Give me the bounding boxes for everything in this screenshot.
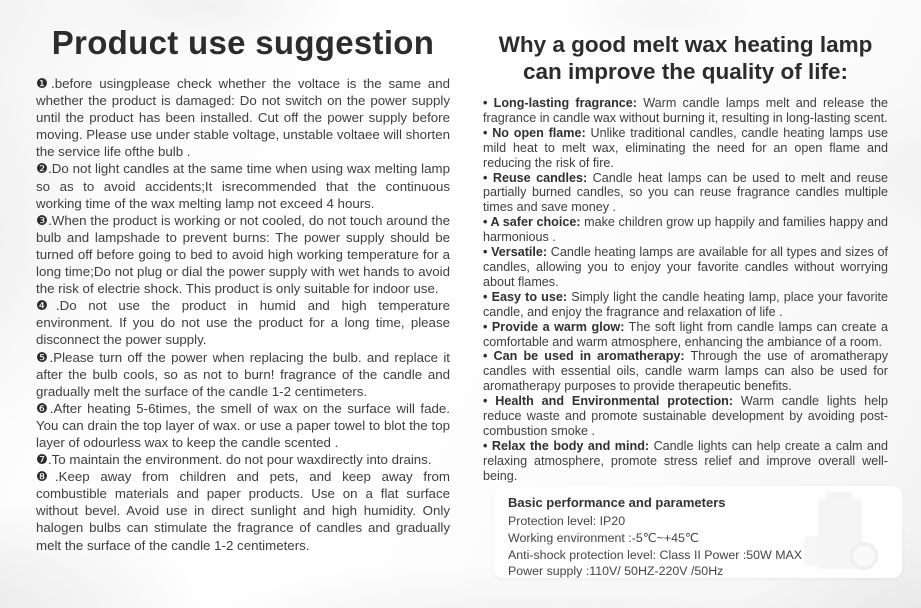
benefit-text: Candle heating lamps are available for all types and sizes of candles, allowing you to enjoy your favorite candles without worrying about flames. [483, 245, 888, 289]
left-column [36, 24, 450, 554]
benefit-text: The soft light from candle lamps can create a comfortable and warm atmosphere, enhancing the ambiance of a room. [483, 319, 888, 349]
benefit-label: • No open flame: [483, 125, 586, 140]
benefit-item [483, 126, 888, 171]
numbered-circle-8-icon: ❽. [36, 469, 59, 485]
benefit-item [483, 290, 888, 320]
instruction-text: Keep away from children and pets, and keep away from combustible materials and paper products. Use on a flat surface without bevel. Avoid use in direct sunlight and high humidity. Only halogen bulbs can stimulate the fragrance of candles and gradually melt the surface of the candle 1-2 centimeters. [36, 469, 450, 553]
benefit-text: Unlike traditional candles, candle heating lamps use mild heat to melt wax, eliminating the need for an open flame and reducing the risk of fire. [483, 125, 889, 170]
instruction-text: Do not light candles at the same time when using wax melting lamp so as to avoid accidents;It isrecommended that the continuous working time of the wax melting lamp not exceed 4 hours. [36, 161, 450, 211]
benefit-text: Warm candle lamps melt and release the fragrance in candle wax without burning it, resulting in long-lasting scent. [483, 96, 888, 125]
benefit-item [483, 215, 888, 245]
specs-panel [494, 486, 902, 578]
benefit-item [483, 171, 888, 216]
benefit-text: Through the use of aromatherapy candles with essential oils, candle warm lamps can also be used for aromatherapy purposes to provide therapeutic benefits. [483, 349, 888, 394]
benefit-label: • A safer choice: [483, 215, 581, 230]
instruction-item [36, 160, 450, 211]
benefit-label: • Versatile: [483, 245, 548, 260]
instruction-text: When the product is working or not cooled, do not touch around the bulb and lampshade to prevent burns: The power supply should be turned off before going to bed to avoid high working temperature for a long time;Do not plug or dial the power supply with wet hands to avoid the risk of electrie shock. This product is only suitable for indoor use. [36, 212, 451, 297]
benefit-item [483, 96, 888, 126]
spec-working-environment: Working environment :-5℃~+45℃ [508, 530, 699, 545]
benefit-item [483, 349, 888, 394]
numbered-circle-3-icon: ❸. [36, 212, 52, 228]
benefit-text: Candle heat lamps can be used to melt and reuse partially burned candles, so you can reuse fragrance candles multiple times and save money . [483, 170, 888, 215]
benefit-text: Simply light the candle heating lamp, place your favorite candle, and enjoy the fragrance and relaxation of life . [483, 289, 888, 319]
benefit-label: • Provide a warm glow: [483, 319, 625, 334]
instruction-item [36, 212, 450, 297]
instruction-text: After heating 5-6times, the smell of wax on the surface will fade. You can drain the top layer of wax. or use a paper towel to blot the top layer of odourless wax to keep the candle scented . [36, 400, 450, 450]
instruction-item [36, 75, 450, 160]
benefit-label: • Relax the body and mind: [483, 438, 650, 453]
numbered-circle-6-icon: ❻. [36, 400, 54, 416]
benefit-label: • Reuse candles: [483, 170, 588, 185]
spec-protection-level: Protection level: IP20 [508, 514, 626, 528]
right-page-title [483, 32, 888, 85]
benefit-label: • Health and Environmental protection: [483, 394, 734, 409]
numbered-circle-4-icon: ❹. [36, 298, 60, 314]
benefit-label: • Easy to use: [483, 289, 568, 304]
spec-anti-shock: Anti-shock protection level: Class II Power :50W MAX [508, 547, 803, 562]
left-page-title: Product use suggestion [51, 24, 435, 61]
numbered-circle-5-icon: ❺. [36, 349, 54, 365]
benefit-item [483, 320, 888, 350]
specs-heading: Basic performance and parameters [508, 495, 726, 510]
instruction-text: Please turn off the power when replacing the bulb. and replace it after the bulb cools, so as not to burn! fragrance of the candle and gradually melt the surface of the candle 1-2 centimeters. [36, 349, 450, 399]
benefit-label: • Long-lasting fragrance: [483, 96, 637, 110]
numbered-circle-1-icon: ❶. [36, 76, 55, 91]
benefit-text: make children grow up happily and families happy and harmonious . [483, 215, 888, 245]
benefit-item [483, 394, 888, 439]
instruction-list [36, 75, 450, 554]
instruction-item [36, 451, 450, 468]
benefit-label: • Can be used in aromatherapy: [483, 349, 685, 364]
instruction-text: before usingplease check whether the voltace is the same and whether the product is damaged: Do not switch on the power supply until the product has been installed. Cut off the power supply before moving. Please use under stable voltage, unstable voltaee will shorten the service life ofthe bulb . [36, 76, 450, 160]
instruction-item [36, 297, 450, 348]
spec-power-supply: Power supply :110V/ 50HZ-220V /50Hz [508, 564, 724, 579]
right-title-line2: can improve the quality of life: [522, 58, 849, 84]
instruction-item [36, 468, 450, 553]
numbered-circle-2-icon: ❷. [36, 161, 52, 177]
benefit-text: Warm candle lights help reduce waste and promote sustainable development by avoiding post-combustion smoke . [483, 394, 888, 438]
numbered-circle-7-icon: ❼. [36, 452, 52, 468]
benefit-list [483, 96, 888, 484]
instruction-text: Do not use the product in humid and high temperature environment. If you do not use the product for a long time, please disconnect the power supply. [36, 298, 450, 348]
benefit-item [483, 245, 888, 290]
benefit-text: Candle lights can help create a calm and relaxing atmosphere, promote stress relief and improve overall well-being. [483, 438, 888, 483]
benefit-item [483, 439, 888, 484]
instruction-item [36, 349, 450, 400]
right-title-line1: Why a good melt wax heating lamp [498, 32, 873, 57]
right-column [483, 32, 888, 484]
instruction-item [36, 400, 450, 451]
instruction-text: To maintain the environment. do not pour waxdirectly into drains. [51, 452, 432, 468]
